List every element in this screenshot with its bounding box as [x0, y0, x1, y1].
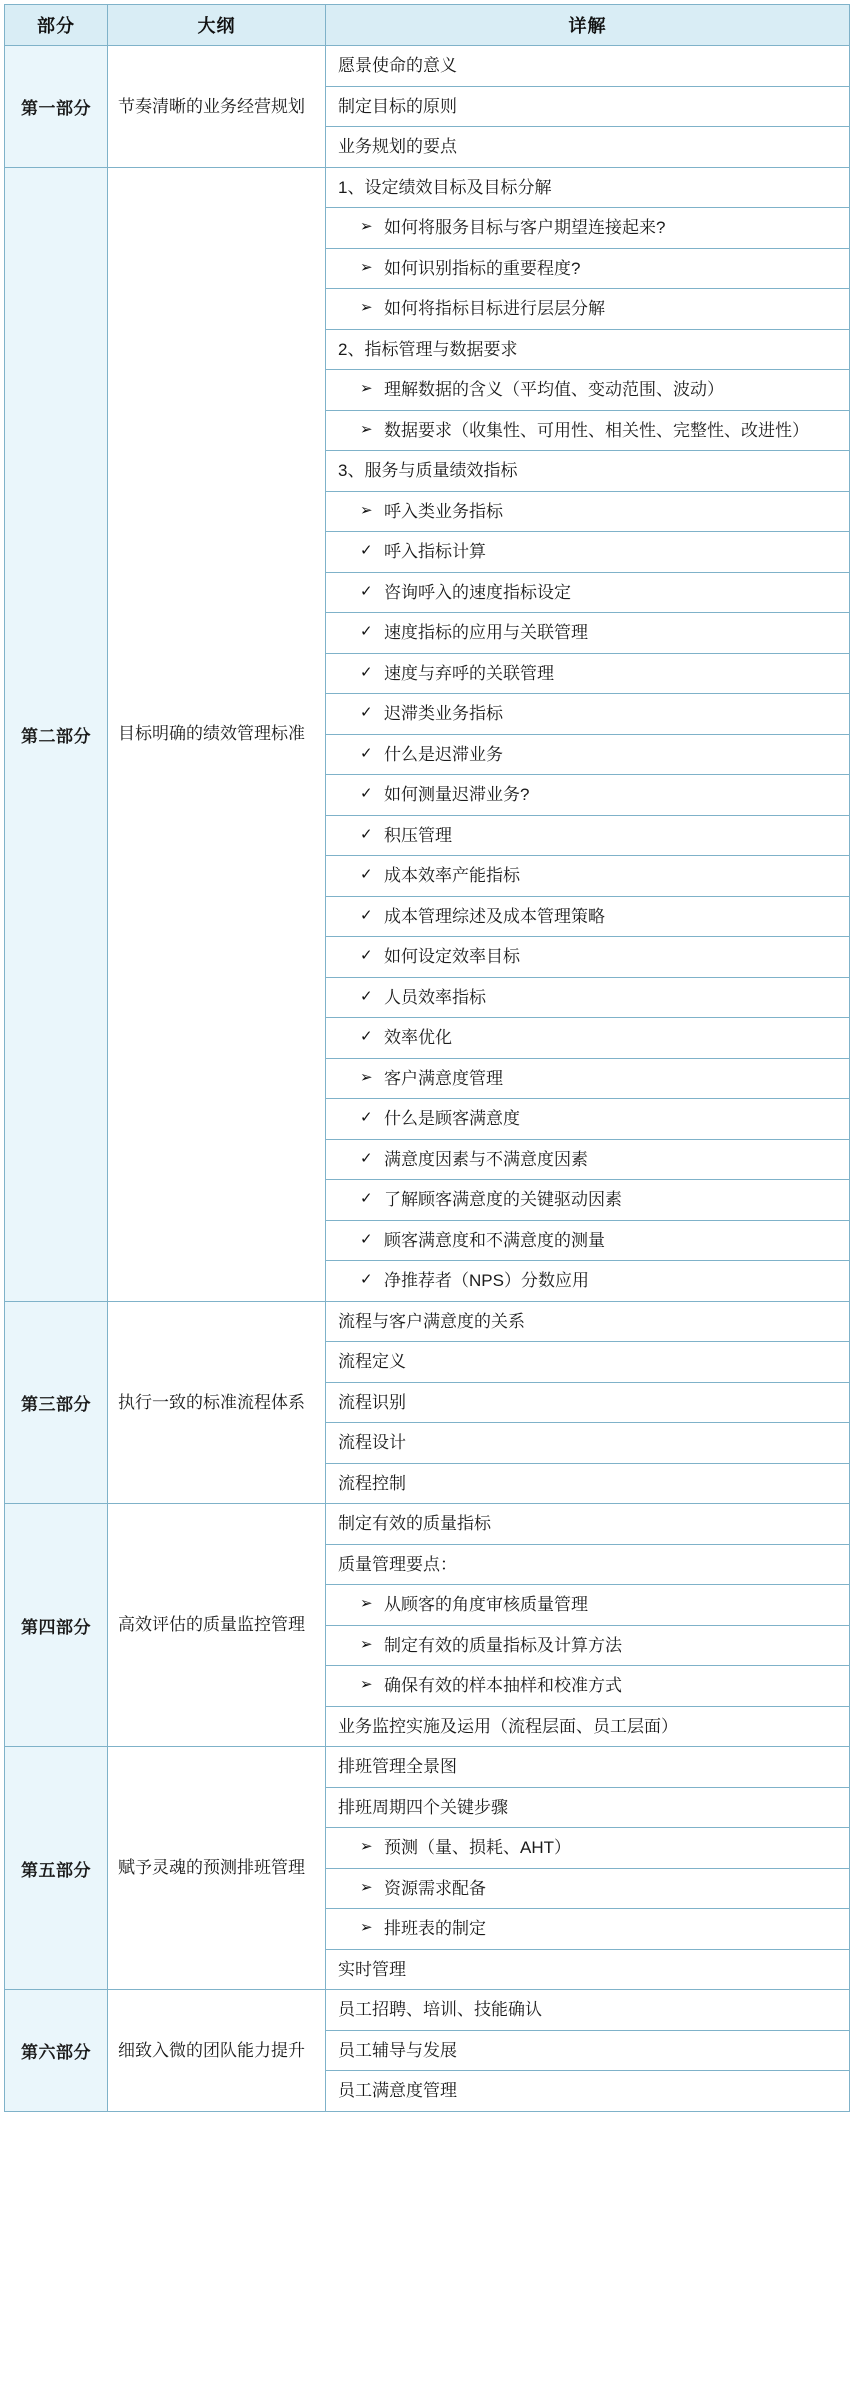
detail-text: 呼入指标计算 [384, 542, 486, 561]
part-cell: 第五部分 [5, 1747, 108, 1990]
detail-text: 了解顾客满意度的关键驱动因素 [384, 1190, 622, 1209]
detail-text: 客户满意度管理 [384, 1068, 503, 1088]
detail-cell [326, 694, 850, 735]
table-row [5, 167, 850, 208]
detail-text: 顾客满意度和不满意度的测量 [384, 1230, 605, 1250]
detail-text: 排班周期四个关键步骤 [338, 1797, 508, 1817]
table-header [5, 5, 850, 46]
detail-text: 数据要求（收集性、可用性、相关性、完整性、改进性） [384, 420, 809, 440]
part-cell: 第三部分 [5, 1301, 108, 1504]
detail-text: 2、指标管理与数据要求 [338, 339, 518, 359]
arrow-bullet-icon: ➢ [360, 1595, 373, 1612]
header-cell-detail: 详解 [326, 5, 850, 46]
detail-text: 人员效率指标 [384, 987, 486, 1007]
detail-text: 质量管理要点： [338, 1554, 457, 1574]
detail-cell [326, 1504, 850, 1545]
detail-cell [326, 815, 850, 856]
detail-text: 员工辅导与发展 [338, 2040, 457, 2060]
detail-cell [326, 1909, 850, 1950]
detail-cell [326, 1990, 850, 2031]
detail-text: 制定有效的质量指标及计算方法 [384, 1635, 622, 1655]
detail-text: 资源需求配备 [384, 1878, 486, 1898]
detail-cell [326, 856, 850, 897]
table-row [5, 1747, 850, 1788]
check-bullet-icon: ✓ [360, 1109, 373, 1126]
topic-cell: 目标明确的绩效管理标准 [108, 167, 326, 1301]
table-row [5, 1504, 850, 1545]
check-bullet-icon: ✓ [360, 1230, 373, 1248]
detail-cell [326, 248, 850, 289]
check-bullet-icon: ✓ [360, 1271, 373, 1288]
check-bullet-icon: ✓ [360, 987, 373, 1005]
detail-cell [326, 1382, 850, 1423]
detail-cell [326, 329, 850, 370]
arrow-bullet-icon: ➢ [360, 218, 373, 235]
table-body [5, 46, 850, 2112]
detail-cell [326, 1949, 850, 1990]
topic-cell: 节奏清晰的业务经营规划 [108, 46, 326, 168]
detail-text: 业务规划的要点 [338, 137, 457, 156]
arrow-bullet-icon: ➢ [360, 299, 373, 316]
detail-text: 呼入类业务指标 [384, 501, 503, 521]
detail-cell [326, 1868, 850, 1909]
detail-text: 员工满意度管理 [338, 2081, 457, 2100]
part-cell: 第一部分 [5, 46, 108, 168]
detail-cell [326, 1423, 850, 1464]
detail-cell [326, 532, 850, 573]
topic-cell: 高效评估的质量监控管理 [108, 1504, 326, 1747]
table-row [5, 1301, 850, 1342]
arrow-bullet-icon: ➢ [360, 1838, 373, 1855]
arrow-bullet-icon: ➢ [360, 380, 373, 397]
check-bullet-icon: ✓ [360, 704, 373, 721]
detail-text: 效率优化 [384, 1028, 452, 1047]
detail-text: 满意度因素与不满意度因素 [384, 1149, 588, 1169]
detail-text: 流程与客户满意度的关系 [338, 1311, 525, 1331]
detail-cell [326, 127, 850, 168]
detail-text: 成本管理综述及成本管理策略 [384, 906, 605, 926]
detail-cell [326, 86, 850, 127]
detail-text: 员工招聘、培训、技能确认 [338, 2000, 542, 2019]
check-bullet-icon: ✓ [360, 542, 373, 559]
detail-text: 积压管理 [384, 825, 452, 845]
check-bullet-icon: ✓ [360, 825, 373, 843]
part-cell: 第二部分 [5, 167, 108, 1301]
detail-cell [326, 1787, 850, 1828]
topic-cell: 细致入微的团队能力提升 [108, 1990, 326, 2112]
detail-text: 理解数据的含义（平均值、变动范围、波动） [384, 380, 724, 399]
detail-cell [326, 46, 850, 87]
detail-text: 制定有效的质量指标 [338, 1514, 491, 1533]
detail-cell [326, 1747, 850, 1788]
check-bullet-icon: ✓ [360, 1190, 373, 1207]
detail-cell [326, 2071, 850, 2112]
arrow-bullet-icon: ➢ [360, 1635, 373, 1653]
detail-text: 流程控制 [338, 1473, 406, 1493]
check-bullet-icon: ✓ [360, 744, 373, 762]
detail-cell [326, 613, 850, 654]
detail-text: 净推荐者（NPS）分数应用 [384, 1271, 589, 1290]
detail-text: 如何识别指标的重要程度? [384, 258, 581, 278]
detail-text: 流程设计 [338, 1433, 406, 1452]
check-bullet-icon: ✓ [360, 623, 373, 640]
header-cell-part: 部分 [5, 5, 108, 46]
detail-text: 确保有效的样本抽样和校准方式 [384, 1676, 622, 1695]
detail-cell [326, 2030, 850, 2071]
detail-cell [326, 1585, 850, 1626]
detail-text: 预测（量、损耗、AHT） [384, 1838, 571, 1857]
detail-cell [326, 289, 850, 330]
detail-text: 流程识别 [338, 1392, 406, 1412]
detail-text: 1、设定绩效目标及目标分解 [338, 177, 552, 197]
header-row [5, 5, 850, 46]
detail-text: 速度指标的应用与关联管理 [384, 623, 588, 642]
detail-text: 什么是迟滞业务 [384, 744, 503, 764]
check-bullet-icon: ✓ [360, 582, 373, 600]
detail-cell [326, 1261, 850, 1302]
arrow-bullet-icon: ➢ [360, 1919, 373, 1936]
table-row [5, 1990, 850, 2031]
detail-text: 速度与弃呼的关联管理 [384, 663, 554, 683]
check-bullet-icon: ✓ [360, 1028, 373, 1045]
detail-text: 业务监控实施及运用（流程层面、员工层面） [338, 1716, 678, 1736]
detail-cell [326, 734, 850, 775]
document-page [0, 4, 857, 2112]
check-bullet-icon: ✓ [360, 663, 373, 681]
detail-text: 咨询呼入的速度指标设定 [384, 582, 571, 602]
detail-cell [326, 167, 850, 208]
arrow-bullet-icon: ➢ [360, 420, 373, 438]
detail-cell [326, 1099, 850, 1140]
check-bullet-icon: ✓ [360, 906, 373, 924]
detail-cell [326, 775, 850, 816]
course-outline-table [4, 4, 850, 2112]
check-bullet-icon: ✓ [360, 866, 373, 883]
detail-text: 迟滞类业务指标 [384, 704, 503, 723]
detail-cell [326, 1220, 850, 1261]
detail-cell [326, 1625, 850, 1666]
detail-text: 制定目标的原则 [338, 96, 457, 116]
detail-cell [326, 1301, 850, 1342]
arrow-bullet-icon: ➢ [360, 501, 373, 519]
arrow-bullet-icon: ➢ [360, 1676, 373, 1693]
detail-cell [326, 937, 850, 978]
detail-cell [326, 1544, 850, 1585]
detail-text: 排班管理全景图 [338, 1757, 457, 1776]
header-cell-topic: 大纲 [108, 5, 326, 46]
detail-text: 从顾客的角度审核质量管理 [384, 1595, 588, 1614]
detail-text: 排班表的制定 [384, 1919, 486, 1938]
detail-text: 3、服务与质量绩效指标 [338, 461, 518, 480]
part-cell: 第六部分 [5, 1990, 108, 2112]
check-bullet-icon: ✓ [360, 1149, 373, 1167]
detail-cell [326, 1463, 850, 1504]
arrow-bullet-icon: ➢ [360, 1068, 373, 1086]
detail-text: 愿景使命的意义 [338, 56, 457, 75]
detail-cell [326, 572, 850, 613]
detail-text: 如何设定效率目标 [384, 947, 520, 966]
arrow-bullet-icon: ➢ [360, 258, 373, 276]
arrow-bullet-icon: ➢ [360, 1878, 373, 1896]
check-bullet-icon: ✓ [360, 785, 373, 802]
topic-cell: 执行一致的标准流程体系 [108, 1301, 326, 1504]
detail-text: 如何将服务目标与客户期望连接起来? [384, 218, 666, 237]
detail-cell [326, 1342, 850, 1383]
detail-text: 成本效率产能指标 [384, 866, 520, 885]
detail-text: 什么是顾客满意度 [384, 1109, 520, 1128]
table-row [5, 46, 850, 87]
detail-cell [326, 653, 850, 694]
detail-cell [326, 451, 850, 492]
detail-cell [326, 370, 850, 411]
detail-cell [326, 1058, 850, 1099]
detail-cell [326, 1139, 850, 1180]
detail-cell [326, 1828, 850, 1869]
detail-cell [326, 1180, 850, 1221]
detail-text: 如何将指标目标进行层层分解 [384, 299, 605, 318]
detail-text: 流程定义 [338, 1352, 406, 1371]
detail-cell [326, 410, 850, 451]
detail-cell [326, 491, 850, 532]
check-bullet-icon: ✓ [360, 947, 373, 964]
detail-text: 如何测量迟滞业务? [384, 785, 530, 804]
detail-cell [326, 896, 850, 937]
topic-cell: 赋予灵魂的预测排班管理 [108, 1747, 326, 1990]
detail-cell [326, 208, 850, 249]
detail-cell [326, 1018, 850, 1059]
detail-cell [326, 1666, 850, 1707]
part-cell: 第四部分 [5, 1504, 108, 1747]
detail-text: 实时管理 [338, 1959, 406, 1979]
detail-cell [326, 977, 850, 1018]
detail-cell [326, 1706, 850, 1747]
